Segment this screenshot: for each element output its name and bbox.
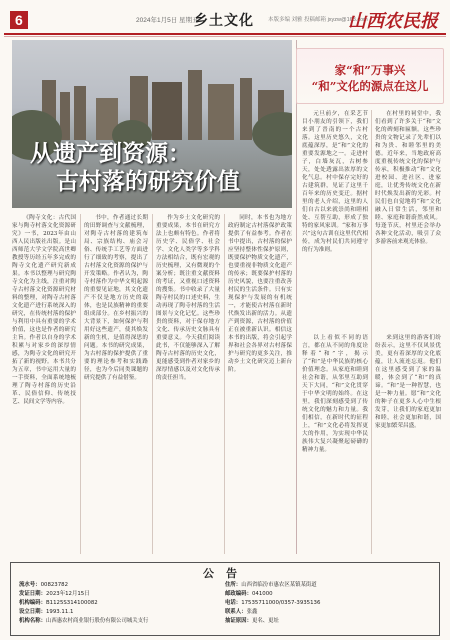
notice-field: [225, 599, 437, 608]
notice-field: [225, 590, 437, 599]
notice-field-value: 041000: [251, 591, 273, 597]
article-text: 作为乡土文化研究的重要成果，本书在研究方法上也颇有特色。作者将历史学、民俗学、社会学、文化人类学等多学科方法相结合，既有宏观的历史梳理，又有微观的个案分析；既注重文献资料的考证，又重视口述资料的搜集。书中收录了大量陶寺村民的口述史料，生动再现了陶寺村落的生活图景与文化记忆。这些珍贵的资料，对于保存地方文化、传承历史文脉具有重要意义。今天我们阅读此书，不仅能够深入了解陶寺古村落的历史文化，更能感受到作者对家乡的深厚情感以及对文化传承的责任担当。: [156, 215, 220, 381]
section-title: 乡土文化: [194, 13, 254, 29]
notice-field: [19, 581, 229, 590]
feature-photo: [12, 40, 292, 208]
notice-left-fields: [19, 581, 229, 626]
notice-field-label: 机构名称：: [19, 618, 46, 624]
article-column-2: [84, 214, 148, 554]
notice-field-value: 17535711000/0357-3935136: [241, 600, 321, 606]
main-headline: [30, 140, 290, 196]
notice-field-label: 流水号：: [19, 582, 41, 588]
notice-field-label: 抽证原因：: [225, 618, 252, 624]
article-text: 同时，本书也为地方政府制定古村落保护政策提供了有益参考。作者在书中提出，古村落的保护应坚持整体性保护原则，既要保护物质文化遗产，也要重视非物质文化遗产的传承；既要保护村落的历史风貌，也要注重改善村民的生活条件。只有实现保护与发展的有机统一，才能使古村落在新时代焕发出新的活力。从遗产到资源，古村落的价值正在被重新认识。相信这本书的出版，将会引起学界和社会各界对古村落保护与研究的更多关注，推动乡土文化研究迈上新台阶。: [228, 215, 292, 373]
issue-date: 2024年1月5日 星期五: [136, 17, 199, 24]
notice-title: 公告: [203, 567, 249, 580]
right-headline-line-1: 家“和”万事兴: [334, 63, 406, 77]
notice-field-label: 设立日期：: [19, 609, 46, 615]
notice-field-label: 邮政编码：: [225, 591, 252, 597]
notice-field: [19, 590, 229, 599]
notice-field-value: 更名、更址: [251, 618, 279, 624]
notice-field-value: B1125S314100082: [45, 600, 98, 606]
notice-field: [19, 599, 229, 608]
article-text: 《陶寺文化：古代国家与陶寺村落文化资源研究》一书，2023年由山西人民出版社出版。是山西师范大学文学院高世卿教授等历经五年多完成的陶寺文化遗产研究新成果。本书以整理与研究陶寺文化为主线，注重对陶寺古村落文化资源研究材料的整理，对陶寺古村落文化遗产进行系统深入的研究，在传统村落的保护与利用中具有重要的学术价值，这也是作者的研究主旨。作者以自身的学术积累与对家乡的深厚情感，为陶寺文化的研究开拓了新的视野。本书共分为五章，书中运用大量的一手资料，全面系统地梳理了陶寺村落的历史沿革、民俗信仰、传统技艺、民间文学等内容。: [12, 215, 76, 405]
notice-field-label: 电话：: [225, 600, 242, 606]
article-text: 以上看似不同的语言，都在从不同的角度诠释着“和”字，揭示了“和”是中华民族的核心价值理念。从家庭和睦到社会和谐，从邻里互助到天下大同，“和”文化贯穿于中华文明的始终。在这里，我们深刻感受到了传统文化的魅力和力量。我们相信，在新时代的征程上，“和”文化必将发挥更大的作用，为实现中华民族伟大复兴凝聚起磅礴的精神力量。: [302, 335, 368, 453]
notice-field-label: 发证日期：: [19, 591, 46, 597]
right-column-1: [302, 110, 368, 330]
right-column-4: [375, 334, 441, 554]
notice-field: [225, 608, 437, 617]
right-headline: [300, 62, 440, 94]
notice-field-label: 住所：: [225, 582, 242, 588]
notice-field-value: 山西省临汾市惠农区某镇某街道: [241, 582, 317, 588]
right-headline-line-2: “和”文化的源点在这儿: [311, 79, 429, 93]
page-header: [4, 4, 446, 34]
article-column-1: [12, 214, 76, 554]
notice-field-value: 1993.11.1: [45, 609, 74, 615]
header-rule-thin: [4, 36, 446, 37]
public-notice: [10, 562, 440, 636]
notice-field-value: 2023年12月15日: [45, 591, 90, 597]
editor-info: 本版多编 刘雅 投稿邮箱 jxyzw@163.com: [268, 17, 368, 23]
headline-line-1: 从遗产到资源：: [30, 141, 191, 167]
newspaper-logo: 山西农民报: [348, 11, 438, 31]
notice-field: [19, 617, 229, 626]
header-rule: [4, 33, 446, 35]
headline-line-2: 古村落的研究价值: [56, 169, 240, 195]
notice-field-value: 00823782: [40, 582, 69, 588]
right-column-2: [375, 110, 441, 330]
notice-field: [19, 608, 229, 617]
notice-right-fields: [225, 581, 437, 626]
article-text: 书中，作者通过长期的田野调查与文献梳理，对陶寺古村落的建筑布局、宗族结构、庙会习俗、传统手工艺等方面进行了细致的考察，提出了古村落文化资源的保护与开发策略。作者认为，陶寺村落作为中华文明起源的重要见证地，其文化遗产不仅是地方历史的载体，也是民族精神的重要组成部分。在乡村振兴的大背景下，如何保护与利用好这些遗产，使其焕发新的生机，是值得深思的问题。本书的研究成果，为古村落的保护提供了重要的理论参考和实践路径，也为今后同类课题的研究提供了有益借鉴。: [84, 215, 148, 381]
article-column-3: [156, 214, 220, 554]
notice-field-value: 山西惠农村商业银行股份有限公司城关支行: [45, 618, 149, 624]
article-text: 在村里的祠堂中，我们看到了许多关于“和”文化的碑刻和匾额。这些珍贵的文物记录了先辈们以和为贵、和睦邻里的美德。近年来，当地政府高度重视传统文化的保护与传承，积极推动“和”文化进校园、进社区、进家庭，让优秀传统文化在新时代焕发出新的光彩。村民们也自觉地将“和”文化融入日常生活，邻里和睦、家庭和谐蔚然成风。每逢节庆，村里还会举办各种文化活动，吸引了众多游客前来观光体验。: [375, 111, 441, 245]
page-number: 6: [10, 11, 28, 29]
article-text: 来到这里的游客们纷纷表示，这里不仅风景优美，更有着深厚的文化底蕴，让人流连忘返。他们在这里感受到了家的温暖，体会到了“和”的真谛。“和”是一种智慧，也是一种力量。愿“和”文化的种子在更多人心中生根发芽，让我们的家庭更加和睦，社会更加和谐，国家更加繁荣昌盛。: [375, 335, 441, 429]
notice-field: [225, 617, 437, 626]
notice-field-label: 联系人：: [225, 609, 247, 615]
article-text: 元旦前夕，在采艺节目小朋友的引领下，我们来到了晋南的一个古村落。这里历史悠久，文化底蕴深厚，是“和”文化的重要发源地之一。走进村子，白墙灰瓦，古树参天，处处透露出浓厚的文化气息。村中保存完好的古建筑群，见证了这里千百年来的历史变迁。据村里的老人介绍，这里的人们自古以来就崇尚和睦相处、互帮互助，形成了独特的家风家训。“家和万事兴”这句古训在这里代代相传，成为村民们共同遵守的行为准则。: [302, 111, 368, 253]
notice-field-label: 机构编码：: [19, 600, 46, 606]
right-column-3: [302, 334, 368, 554]
article-column-4: [228, 214, 292, 554]
notice-field: [225, 581, 437, 590]
notice-field-value: 张鑫: [246, 609, 258, 615]
